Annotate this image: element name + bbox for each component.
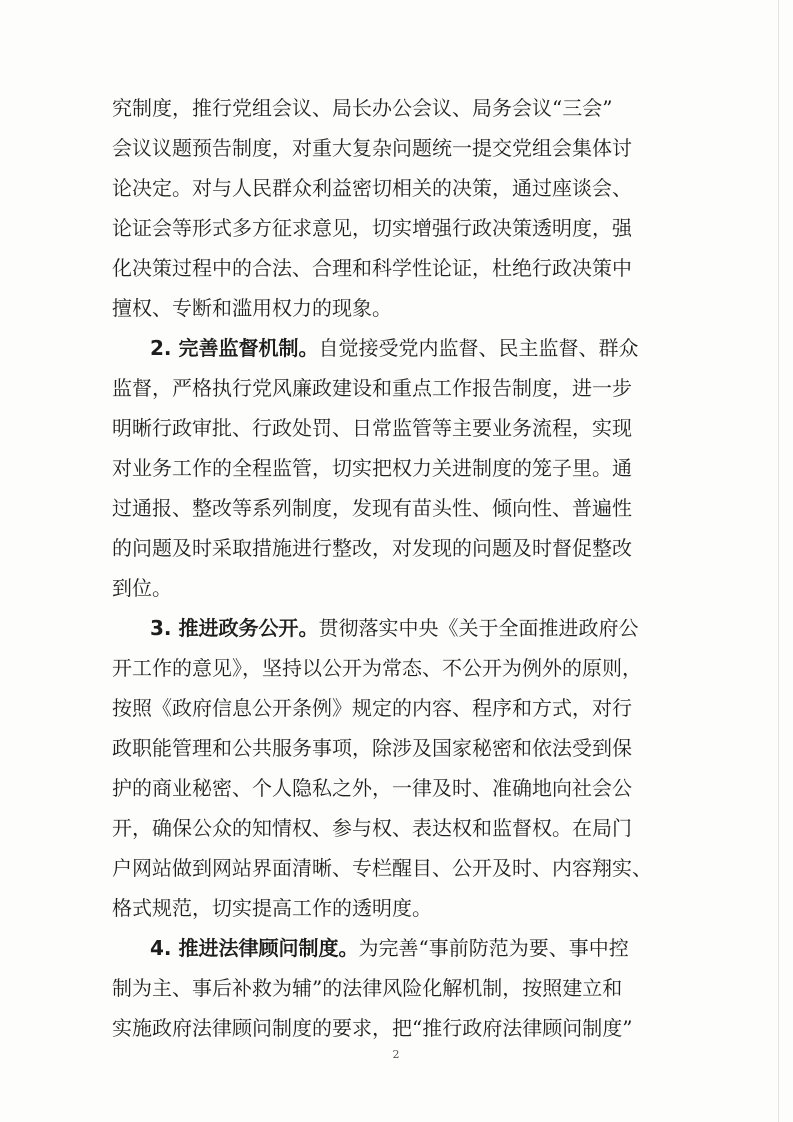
body-line: 究制度，推行党组会议、局长办公会议、局务会议“三会” xyxy=(112,96,613,120)
body-line: 制为主、事后补救为辅”的法律风险化解机制，按照建立和 xyxy=(112,976,623,1000)
body-line: 到位。 xyxy=(112,576,172,600)
body-line: 按照《政府信息公开条例》规定的内容、程序和方式，对行 xyxy=(112,696,632,720)
page-edge-line xyxy=(778,0,779,1122)
section-first-line xyxy=(150,614,638,642)
section-heading-4: 4. 推进法律顾问制度。 xyxy=(150,936,359,960)
body-line: 的问题及时采取措施进行整改，对发现的问题及时督促整改 xyxy=(112,536,632,560)
body-line: 政职能管理和公共服务事项，除涉及国家秘密和依法受到保 xyxy=(112,736,632,760)
body-line: 开，确保公众的知情权、参与权、表达权和监督权。在局门 xyxy=(112,816,632,840)
body-line: 明晰行政审批、行政处罚、日常监管等主要业务流程，实现 xyxy=(112,416,632,440)
section-heading-2: 2. 完善监督机制。 xyxy=(150,336,319,360)
page-number: 2 xyxy=(392,1048,400,1061)
section-first-line xyxy=(150,934,629,962)
body-line: 户网站做到网站界面清晰、专栏醒目、公开及时、内容翔实、 xyxy=(112,856,652,880)
body-line: 格式规范，切实提高工作的透明度。 xyxy=(112,896,432,920)
body-line: 过通报、整改等系列制度，发现有苗头性、倾向性、普遍性 xyxy=(112,496,632,520)
body-line: 实施政府法律顾问制度的要求，把“推行政府法律顾问制度” xyxy=(112,1016,633,1040)
section-first-line-text: 贯彻落实中央《关于全面推进政府公 xyxy=(318,616,639,640)
body-line: 擅权、专断和滥用权力的现象。 xyxy=(112,296,392,320)
section-first-line xyxy=(150,334,638,362)
body-line: 会议议题预告制度，对重大复杂问题统一提交党组会集体讨 xyxy=(112,136,632,160)
body-line: 论证会等形式多方征求意见，切实增强行政决策透明度，强 xyxy=(112,216,632,240)
section-heading-3: 3. 推进政务公开。 xyxy=(150,616,319,640)
section-first-line-text: 为完善“事前防范为要、事中控 xyxy=(358,936,629,960)
body-line: 护的商业秘密、个人隐私之外，一律及时、准确地向社会公 xyxy=(112,776,632,800)
body-line: 对业务工作的全程监管，切实把权力关进制度的笼子里。通 xyxy=(112,456,632,480)
body-line: 监督，严格执行党风廉政建设和重点工作报告制度，进一步 xyxy=(112,376,632,400)
body-line: 论决定。对与人民群众利益密切相关的决策，通过座谈会、 xyxy=(112,176,632,200)
section-first-line-text: 自觉接受党内监督、民主监督、群众 xyxy=(318,336,639,360)
body-line: 化决策过程中的合法、合理和科学性论证，杜绝行政决策中 xyxy=(112,256,632,280)
body-line: 开工作的意见》，坚持以公开为常态、不公开为例外的原则， xyxy=(112,656,642,680)
